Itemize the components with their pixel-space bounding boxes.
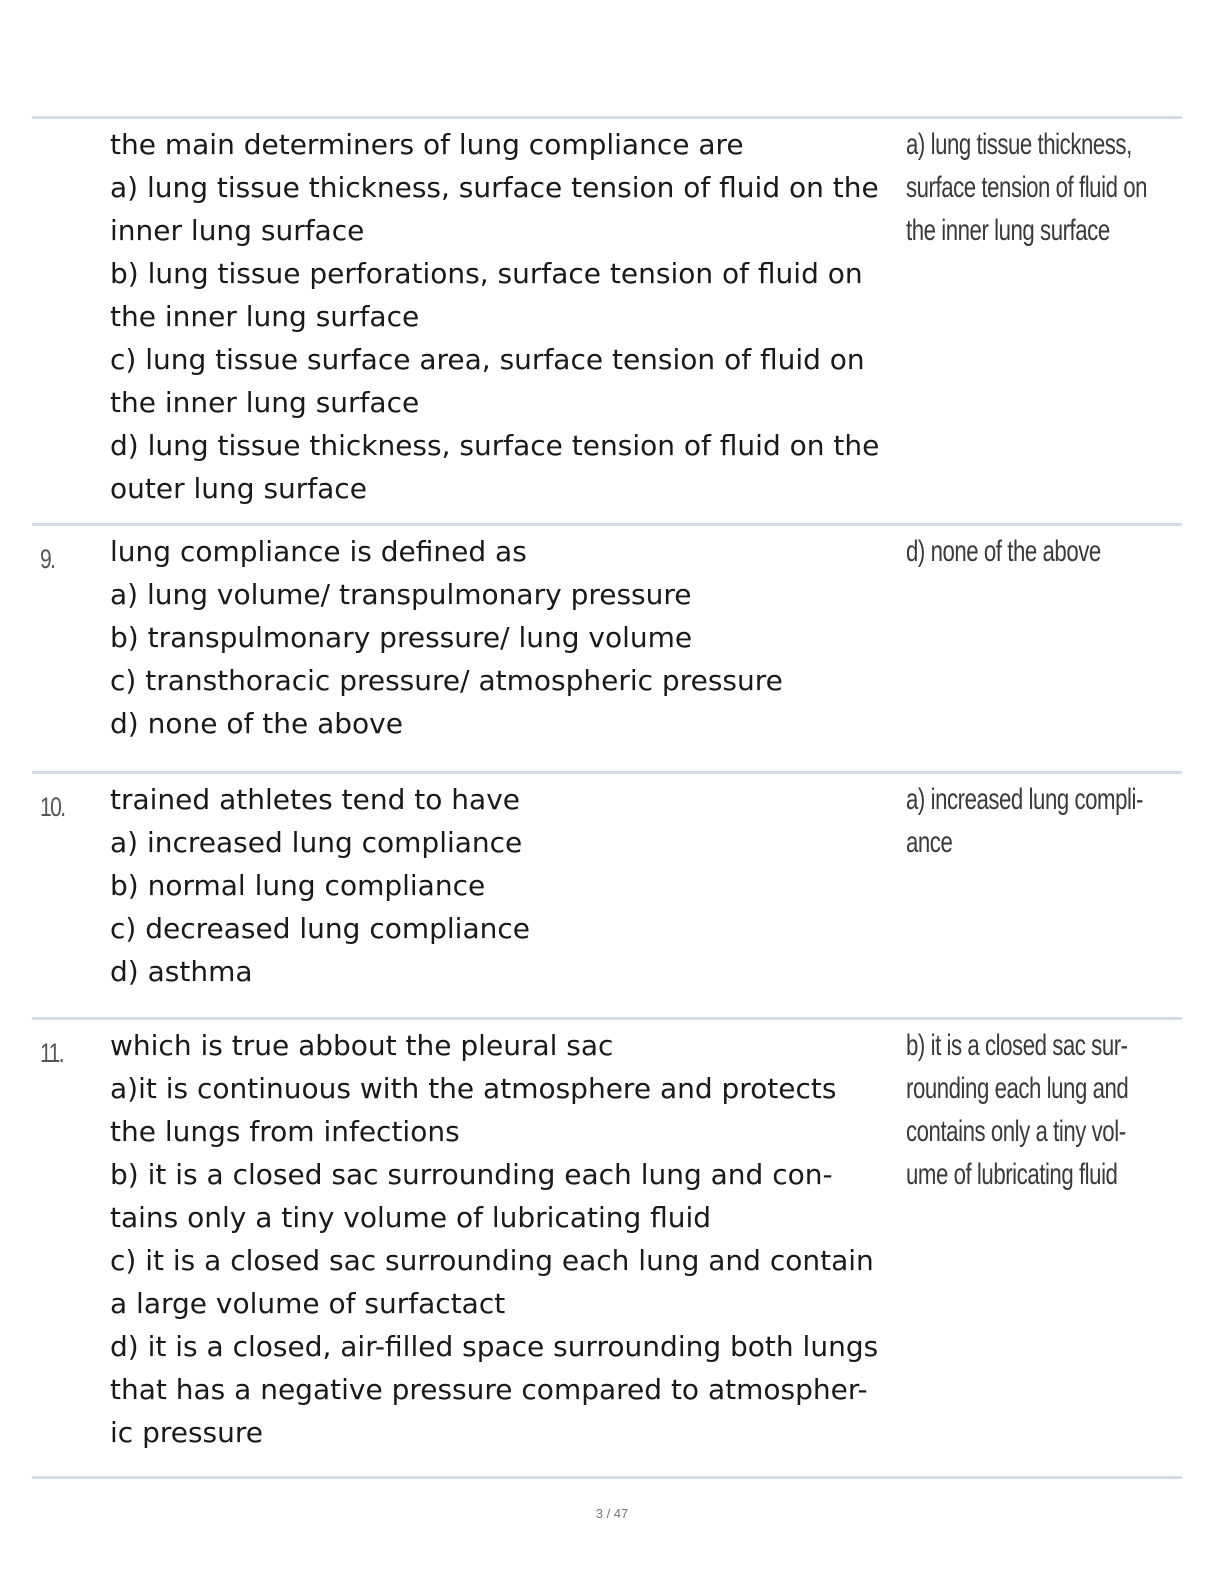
- question-line: the lungs from infections: [110, 1115, 460, 1148]
- answer-line: b) it is a closed sac sur-: [906, 1029, 1128, 1062]
- answer-line: a) increased lung compli-: [906, 783, 1143, 816]
- question-row: [32, 1017, 1182, 1479]
- question-line: c) decreased lung compliance: [110, 912, 530, 945]
- question-text: [110, 1024, 910, 1454]
- answer-line: contains only a tiny vol-: [906, 1115, 1126, 1148]
- question-text: [110, 530, 910, 745]
- question-line: a) lung tissue thickness, surface tension of fluid on the: [110, 171, 879, 204]
- question-line: c) it is a closed sac surrounding each lung and contain: [110, 1244, 874, 1277]
- flashcard-table: [32, 116, 1182, 1479]
- answer-line: a) lung tissue thickness,: [906, 128, 1132, 161]
- question-number: 11.: [40, 1038, 64, 1068]
- question-line: c) transthoracic pressure/ atmospheric pressure: [110, 664, 783, 697]
- question-line: a)it is continuous with the atmosphere and protects: [110, 1072, 837, 1105]
- answer-line: ume of lubricating fluid: [906, 1158, 1118, 1191]
- question-line: trained athletes tend to have: [110, 783, 520, 816]
- page-indicator: 3 / 47: [595, 1506, 629, 1521]
- answer-text: [906, 530, 1172, 573]
- question-line: ic pressure: [110, 1416, 264, 1449]
- answer-text: [906, 1024, 1172, 1196]
- question-row: [32, 523, 1182, 771]
- question-line: d) asthma: [110, 955, 253, 988]
- question-line: the inner lung surface: [110, 300, 420, 333]
- question-line: d) lung tissue thickness, surface tension of fluid on the: [110, 429, 880, 462]
- question-row: [32, 116, 1182, 523]
- question-line: which is true abbout the pleural sac: [110, 1029, 614, 1062]
- question-line: outer lung surface: [110, 472, 367, 505]
- question-line: the inner lung surface: [110, 386, 420, 419]
- question-line: b) normal lung compliance: [110, 869, 486, 902]
- answer-line: ance: [906, 826, 953, 859]
- question-line: that has a negative pressure compared to atmospher-: [110, 1373, 868, 1406]
- question-line: inner lung surface: [110, 214, 365, 247]
- answer-text: [906, 123, 1172, 252]
- question-line: a) lung volume/ transpulmonary pressure: [110, 578, 692, 611]
- question-line: b) it is a closed sac surrounding each lung and con-: [110, 1158, 833, 1191]
- answer-line: the inner lung surface: [906, 214, 1110, 247]
- answer-line: d) none of the above: [906, 535, 1101, 568]
- question-line: c) lung tissue surface area, surface tension of fluid on: [110, 343, 865, 376]
- question-text: [110, 123, 910, 510]
- answer-line: surface tension of fluid on: [906, 171, 1148, 204]
- question-line: a large volume of surfactact: [110, 1287, 506, 1320]
- question-line: b) transpulmonary pressure/ lung volume: [110, 621, 693, 654]
- question-number: 9.: [40, 544, 55, 574]
- question-row: [32, 771, 1182, 1017]
- question-line: lung compliance is defined as: [110, 535, 527, 568]
- question-number: 10.: [40, 792, 65, 822]
- answer-line: rounding each lung and: [906, 1072, 1129, 1105]
- question-line: d) none of the above: [110, 707, 403, 740]
- question-line: tains only a tiny volume of lubricating fluid: [110, 1201, 712, 1234]
- question-line: b) lung tissue perforations, surface tension of fluid on: [110, 257, 863, 290]
- question-line: d) it is a closed, air-filled space surrounding both lungs: [110, 1330, 879, 1363]
- question-line: the main determiners of lung compliance are: [110, 128, 744, 161]
- question-text: [110, 778, 910, 993]
- answer-text: [906, 778, 1172, 864]
- question-line: a) increased lung compliance: [110, 826, 523, 859]
